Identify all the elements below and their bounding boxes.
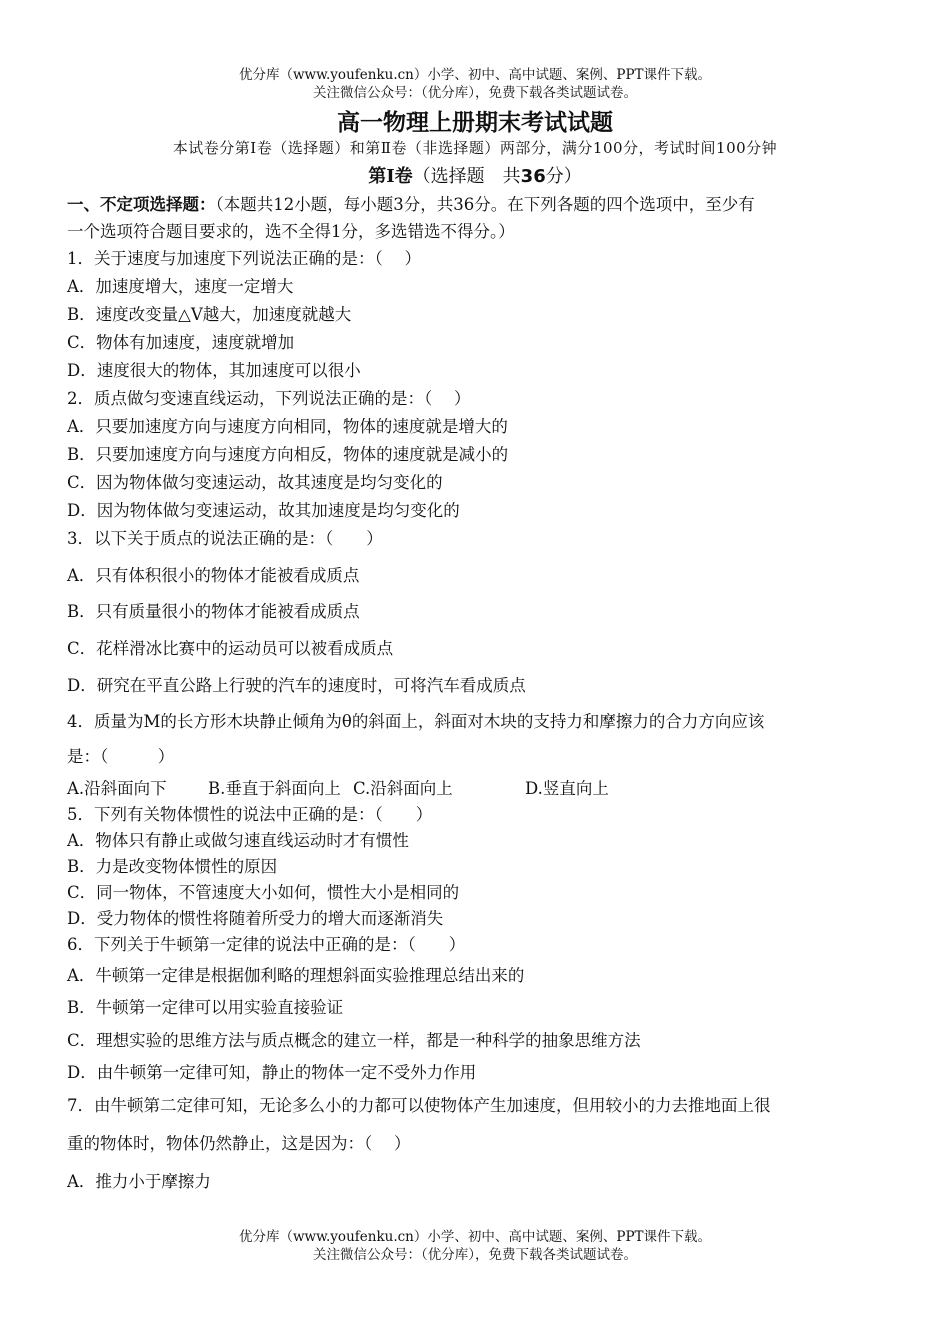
question-4-option-b: B.垂直于斜面向上 [208,779,341,798]
question-3-option-d: D．研究在平直公路上行驶的汽车的速度时，可将汽车看成质点 [67,676,526,695]
question-1-stem: 1．关于速度与加速度下列说法正确的是：（ ） [67,249,421,268]
header-line-1: 优分库（www.youfenku.cn）小学、初中、高中试题、案例、PPT课件下载。 [238,67,712,83]
section-desc-2: 一个选项符合题目要求的，选不全得1分，多选错选不得分。） [67,222,515,241]
question-7-stem-2: 重的物体时，物体仍然静止，这是因为：（ ） [67,1134,411,1153]
question-4-stem-1: 4．质量为M的长方形木块静止倾角为θ的斜面上，斜面对木块的支持力和摩擦力的合力方向应该 [67,712,765,731]
part-paren-open: （选择题 共 [412,166,521,187]
question-4-options [67,775,609,799]
question-2-option-b: B．只要加速度方向与速度方向相反，物体的速度就是减小的 [67,445,509,464]
section-heading: 一、不定项选择题： [67,195,216,214]
question-1-option-b: B．速度改变量△V越大，加速度就越大 [67,305,352,324]
question-7-stem-1: 7．由牛顿第二定律可知，无论多么小的力都可以使物体产生加速度，但用较小的力去推地面上很 [67,1096,771,1115]
question-1-option-d: D．速度很大的物体，其加速度可以很小 [67,361,361,380]
question-5-option-a: A．物体只有静止或做匀速直线运动时才有惯性 [67,831,409,850]
part-score: 36 [520,166,546,187]
question-4-option-d: D.竖直向上 [525,779,609,798]
part-paren-close: 分） [545,166,582,187]
footer-line-1: 优分库（www.youfenku.cn）小学、初中、高中试题、案例、PPT课件下载。 [238,1229,712,1245]
question-4-option-a: A.沿斜面向下 [67,779,167,798]
question-5-option-b: B．力是改变物体惯性的原因 [67,857,278,876]
question-2-option-d: D．因为物体做匀变速运动，故其加速度是均匀变化的 [67,501,460,520]
question-6-option-c: C．理想实验的思维方法与质点概念的建立一样，都是一种科学的抽象思维方法 [67,1031,641,1050]
exam-subtitle: 本试卷分第Ⅰ卷（选择题）和第Ⅱ卷（非选择题）两部分，满分100分，考试时间100分钟 [172,139,778,157]
question-4-stem-2: 是：（ ） [67,747,175,766]
question-2-stem: 2．质点做匀变速直线运动，下列说法正确的是：（ ） [67,389,471,408]
question-5-option-c: C．同一物体，不管速度大小如何，惯性大小是相同的 [67,883,460,902]
question-4-option-c: C.沿斜面向上 [353,779,453,798]
question-7-option-a: A．推力小于摩擦力 [67,1172,211,1191]
question-1-option-c: C．物体有加速度，速度就增加 [67,333,295,352]
section-intro [67,191,755,215]
question-3-option-b: B．只有质量很小的物体才能被看成质点 [67,602,360,621]
section-desc-1: （本题共12小题，每小题3分，共36分。在下列各题的四个选项中，至少有 [215,195,755,214]
question-2-option-c: C．因为物体做匀变速运动，故其速度是均匀变化的 [67,473,443,492]
page-title: 高一物理上册期末考试试题 [337,110,613,136]
question-3-option-c: C．花样滑冰比赛中的运动员可以被看成质点 [67,639,394,658]
question-6-option-d: D．由牛顿第一定律可知，静止的物体一定不受外力作用 [67,1063,477,1082]
part-name: 第Ⅰ卷 [368,166,413,187]
question-6-stem: 6．下列关于牛顿第一定律的说法中正确的是：（ ） [67,935,466,954]
question-6-option-a: A．牛顿第一定律是根据伽利略的理想斜面实验推理总结出来的 [67,966,525,985]
question-5-option-d: D．受力物体的惯性将随着所受力的增大而逐渐消失 [67,909,444,928]
question-5-stem: 5．下列有关物体惯性的说法中正确的是：（ ） [67,805,433,824]
header-line-2: 关注微信公众号：（优分库），免费下载各类试题试卷。 [313,85,637,101]
question-2-option-a: A．只要加速度方向与速度方向相同，物体的速度就是增大的 [67,417,508,436]
question-3-option-a: A．只有体积很小的物体才能被看成质点 [67,566,360,585]
part-heading [0,162,950,188]
footer-line-2: 关注微信公众号：（优分库），免费下载各类试题试卷。 [313,1247,637,1263]
question-3-stem: 3．以下关于质点的说法正确的是：（ ） [67,529,383,548]
question-1-option-a: A．加速度增大，速度一定增大 [67,277,294,296]
question-6-option-b: B．牛顿第一定律可以用实验直接验证 [67,998,344,1017]
